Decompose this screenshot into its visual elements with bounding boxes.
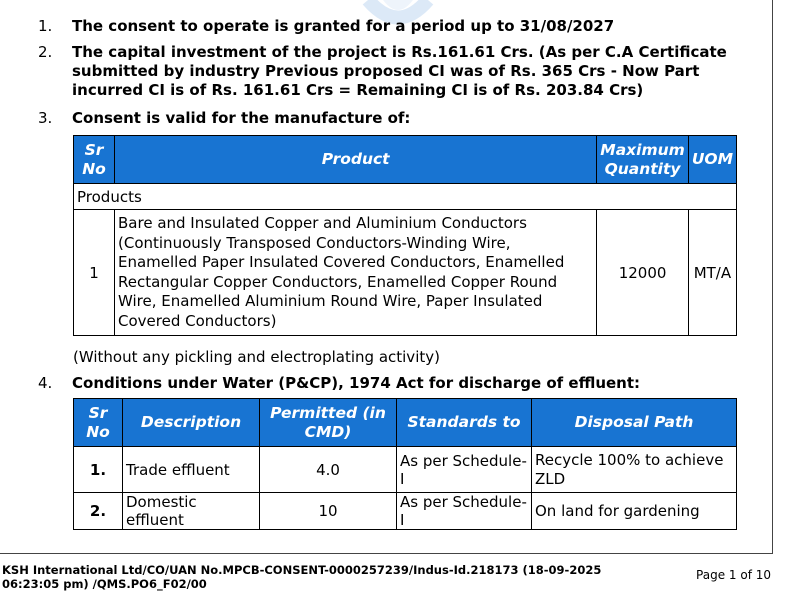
table-cell-sr: 2. [74, 493, 123, 530]
table-cell-permitted: 10 [260, 493, 397, 530]
table-cell-desc: Trade effluent [123, 447, 260, 493]
product-table [73, 135, 737, 336]
table-cell-standards: As per Schedule-I [397, 447, 532, 493]
table-cell-permitted: 4.0 [260, 447, 397, 493]
footer-reference: KSH International Ltd/CO/UAN No.MPCB-CONSENT-0000257239/Indus-Id.218173 (18-09-2025 06:23:05 pm) /QMS.PO6_F02/00 [2, 563, 602, 591]
header-sr-no: Sr No [74, 399, 123, 447]
header-sr-no: Sr No [74, 136, 115, 184]
header-product: Product [115, 136, 597, 184]
effluent-table [73, 398, 737, 530]
table-cell-disposal: Recycle 100% to achieve ZLD [532, 447, 737, 493]
table-cell-uom: MT/A [688, 210, 736, 336]
header-standards: Standards to [397, 399, 532, 447]
header-description: Description [123, 399, 260, 447]
header-max-quantity: Maximum Quantity [597, 136, 689, 184]
table-cell-desc: Domestic effluent [123, 493, 260, 530]
page-number: Page 1 of 10 [696, 568, 771, 582]
header-permitted: Permitted (in CMD) [260, 399, 397, 447]
header-uom: UOM [688, 136, 736, 184]
group-label: Products [74, 184, 737, 210]
header-disposal: Disposal Path [532, 399, 737, 447]
table-cell-disposal: On land for gardening [532, 493, 737, 530]
note-text: (Without any pickling and electroplating activity) [73, 348, 440, 366]
table-cell-qty: 12000 [597, 210, 689, 336]
table-cell-product: Bare and Insulated Copper and Aluminium Conductors (Continuously Transposed Conductors-Winding Wire, Enamelled Paper Insulated Covered Conductors, Enamelled Rectangular Copper Conductors, Enamelled Copper Round Wire, Enamelled Aluminium Round Wire, Paper Insulated Covered Conductors) [115, 210, 597, 336]
table-cell-sr: 1 [74, 210, 115, 336]
table-cell-sr: 1. [74, 447, 123, 493]
table-cell-standards: As per Schedule-I [397, 493, 532, 530]
